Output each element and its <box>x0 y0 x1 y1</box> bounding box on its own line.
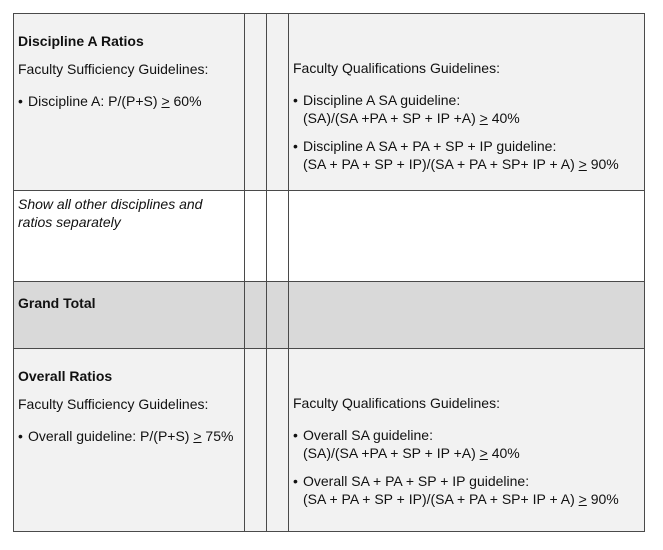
discipline-a-right-cell <box>289 14 645 191</box>
overall-left-cell <box>14 349 245 532</box>
sufficiency-label: Faculty Sufficiency Guidelines: <box>18 396 209 412</box>
sufficiency-bullet <box>18 427 240 445</box>
blank-cell <box>267 282 289 349</box>
other-disciplines-row <box>14 191 645 282</box>
grand-total-cell <box>14 282 245 349</box>
blank-cell <box>245 191 267 282</box>
blank-cell <box>289 191 645 282</box>
ratios-table <box>13 13 645 532</box>
bullet-text: Overall SA guideline: (SA)/(SA +PA + SP + IP +A) > 40% <box>303 427 520 461</box>
bullet-text: Overall guideline: P/(P+S) > 75% <box>28 428 234 444</box>
blank-cell <box>245 349 267 532</box>
blank-cell <box>267 191 289 282</box>
other-disciplines-note: Show all other disciplines and ratios separately <box>18 196 203 230</box>
overall-right-cell <box>289 349 645 532</box>
blank-cell <box>289 282 645 349</box>
qual-bullet <box>293 426 640 462</box>
bullet-glyph: • <box>18 428 23 444</box>
qualifications-label: Faculty Qualifications Guidelines: <box>293 395 500 411</box>
qual-bullet <box>293 91 640 127</box>
bullet-text: Overall SA + PA + SP + IP guideline: (SA + PA + SP + IP)/(SA + PA + SP+ IP + A) > 90% <box>303 473 619 507</box>
bullet-glyph: • <box>18 93 23 109</box>
other-disciplines-cell <box>14 191 245 282</box>
bullet-glyph: • <box>293 473 298 489</box>
overall-row <box>14 349 645 532</box>
bullet-text: Discipline A: P/(P+S) > 60% <box>28 93 202 109</box>
qual-bullet <box>293 137 640 173</box>
blank-cell <box>245 14 267 191</box>
sufficiency-bullet <box>18 92 240 110</box>
bullet-glyph: • <box>293 138 298 154</box>
discipline-a-heading: Discipline A Ratios <box>18 33 144 49</box>
discipline-a-left-cell <box>14 14 245 191</box>
bullet-glyph: • <box>293 427 298 443</box>
discipline-a-row <box>14 14 645 191</box>
sufficiency-label: Faculty Sufficiency Guidelines: <box>18 61 209 77</box>
grand-total-label: Grand Total <box>18 295 96 311</box>
overall-heading: Overall Ratios <box>18 368 113 384</box>
bullet-glyph: • <box>293 92 298 108</box>
grand-total-row <box>14 282 645 349</box>
qual-bullet <box>293 472 640 508</box>
blank-cell <box>245 282 267 349</box>
bullet-text: Discipline A SA guideline: (SA)/(SA +PA + SP + IP +A) > 40% <box>303 92 520 126</box>
qualifications-label: Faculty Qualifications Guidelines: <box>293 60 500 76</box>
bullet-text: Discipline A SA + PA + SP + IP guideline: (SA + PA + SP + IP)/(SA + PA + SP+ IP + A) > 90% <box>303 138 619 172</box>
blank-cell <box>267 14 289 191</box>
blank-cell <box>267 349 289 532</box>
